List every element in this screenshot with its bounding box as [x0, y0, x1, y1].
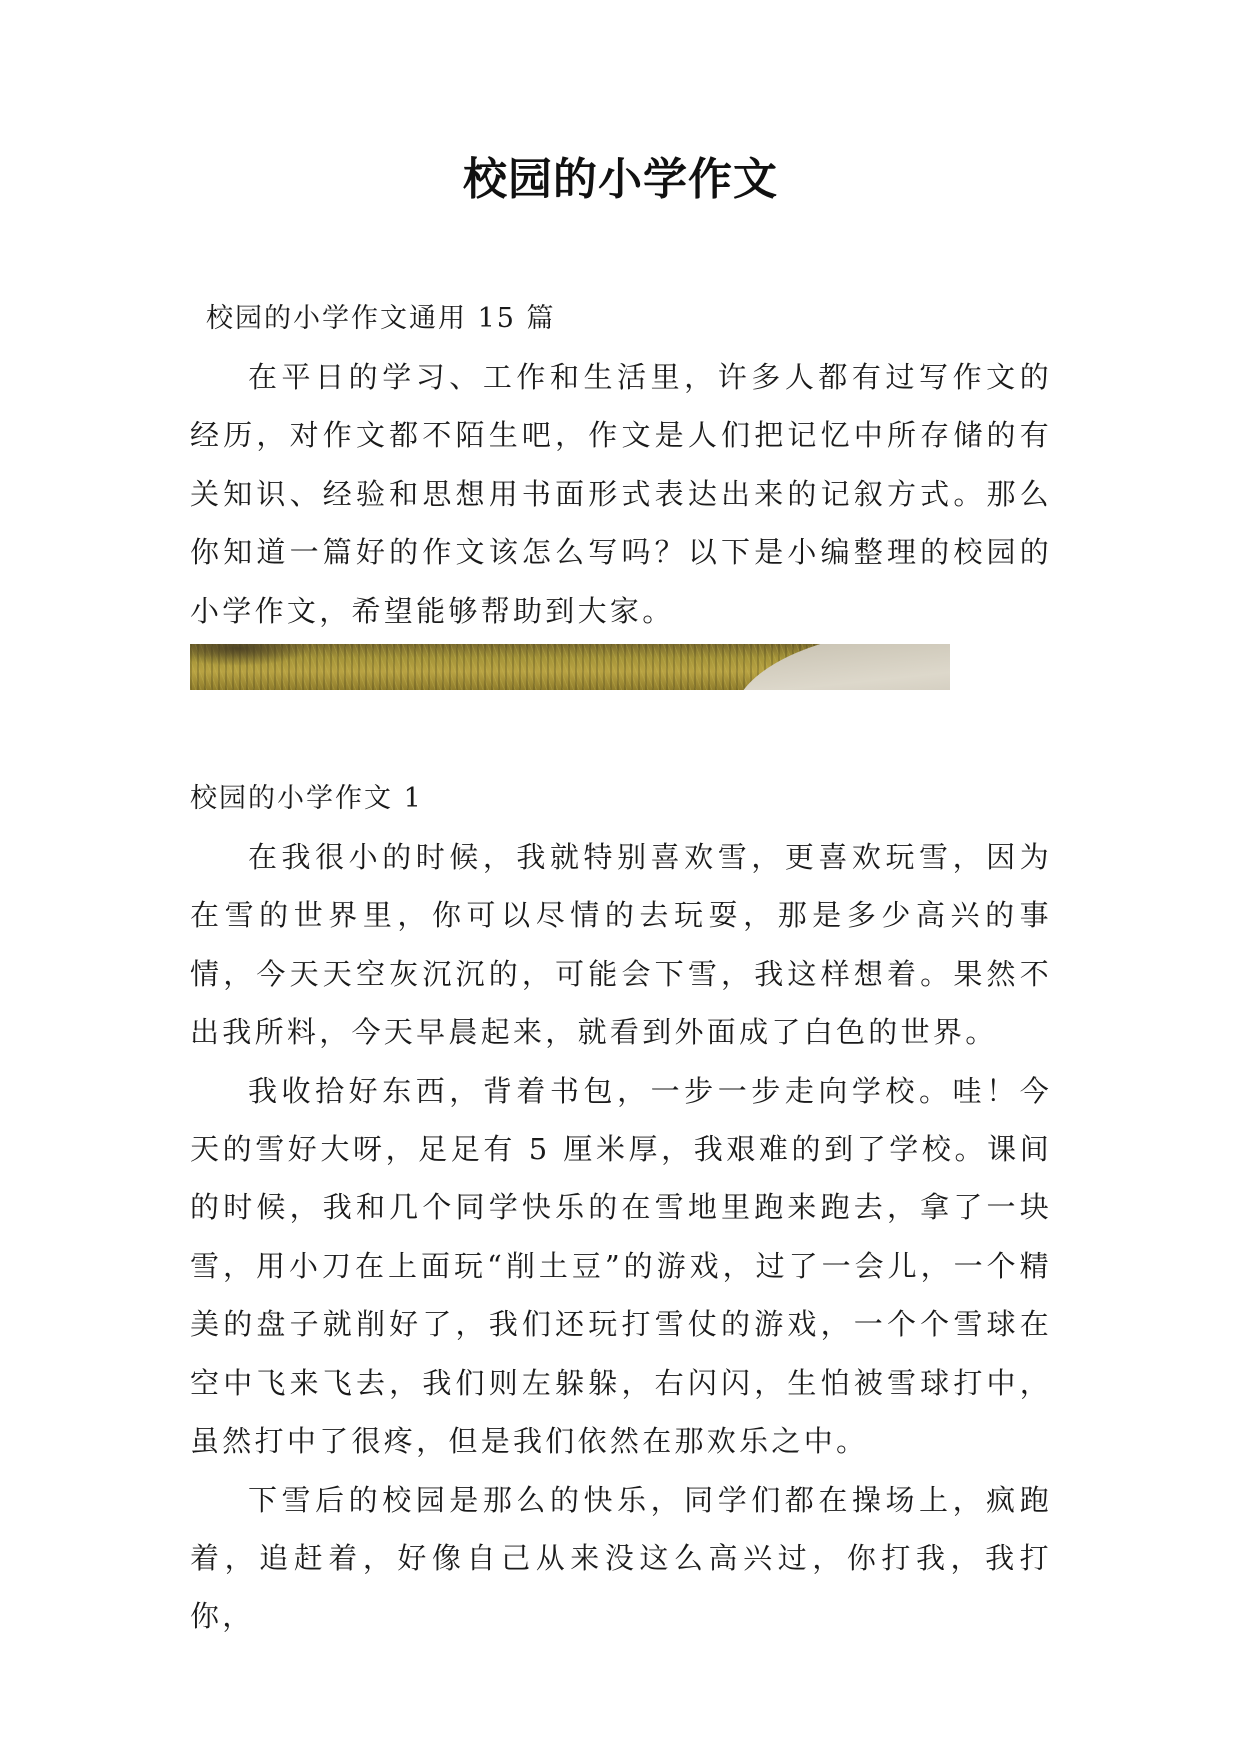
section-heading: 校园的小学作文 1	[190, 783, 423, 815]
tree-shadow	[190, 644, 310, 666]
essay-paragraph-3: 下雪后的校园是那么的快乐，同学们都在操场上，疯跑着，追赶着，好像自己从来没这么高兴过，你打我，我打你，	[190, 1482, 1052, 1634]
document-body	[190, 290, 1052, 1646]
document-title: 校园的小学作文	[463, 154, 778, 205]
campus-photo-strip	[190, 644, 950, 690]
essay-paragraph-2: 我收拾好东西，背着书包，一步一步走向学校。哇！今天的雪好大呀，足足有 5 厘米厚，我艰难的到了学校。课间的时候，我和几个同学快乐的在雪地里跑来跑去，拿了一块雪，用小刀在上面玩“削土豆”的游戏，过了一会儿，一个精美的盘子就削好了，我们还玩打雪仗的游戏，一个个雪球在空中飞来飞去，我们则左躲躲，右闪闪，生怕被雪球打中，虽然打中了很疼，但是我们依然在那欢乐之中。	[190, 1073, 1052, 1459]
document-subtitle: 校园的小学作文通用 15 篇	[206, 303, 556, 334]
intro-paragraph: 在平日的学习、工作和生活里，许多人都有过写作文的经历，对作文都不陌生吧，作文是人们把记忆中所存储的有关知识、经验和思想用书面形式表达出来的记叙方式。那么你知道一篇好的作文该怎么写吗？以下是小编整理的校园的小学作文，希望能够帮助到大家。	[190, 360, 1052, 628]
essay-paragraph-1: 在我很小的时候，我就特别喜欢雪，更喜欢玩雪，因为在雪的世界里，你可以尽情的去玩耍，那是多少高兴的事情，今天天空灰沉沉的，可能会下雪，我这样想着。果然不出我所料，今天早晨起来，就看到外面成了白色的世界。	[190, 840, 1052, 1050]
